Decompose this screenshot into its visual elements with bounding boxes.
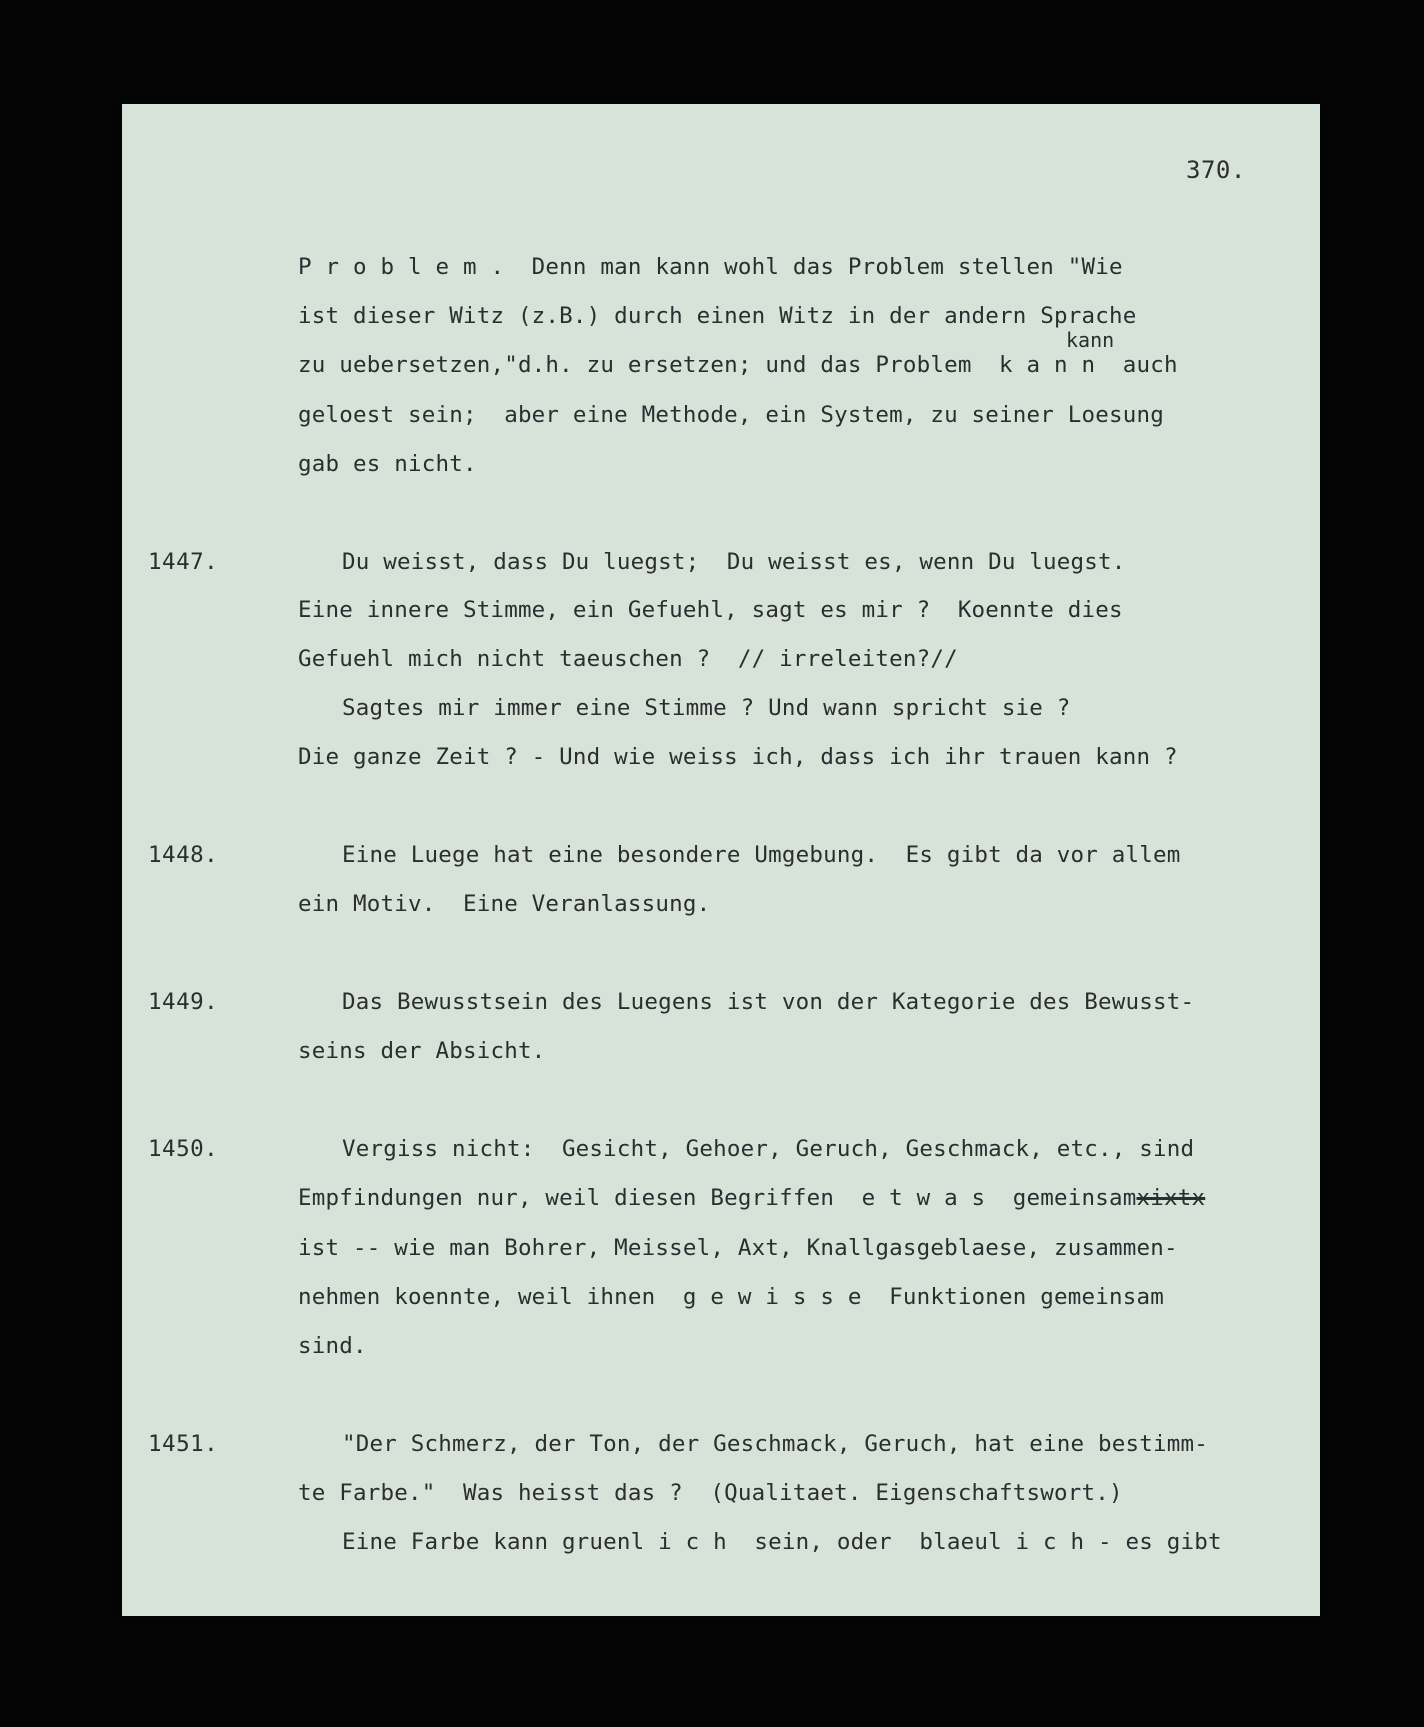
remark-number: 1451. (148, 1431, 219, 1457)
remark-number: 1450. (148, 1136, 219, 1162)
text-span: Empfindungen nur, weil diesen Begriffen e t w a s gemeinsam (298, 1185, 1137, 1211)
text-line: Sagtes mir immer eine Stimme ? Und wann spricht sie ? (342, 695, 1071, 721)
text-line: ein Motiv. Eine Veranlassung. (298, 891, 711, 917)
text-line: ist -- wie man Bohrer, Meissel, Axt, Knallgasgeblaese, zusammen- (298, 1235, 1178, 1261)
text-line: ist dieser Witz (z.B.) durch einen Witz in der andern Sprache (298, 303, 1137, 329)
page-number: 370. (1186, 156, 1246, 184)
text-line: "Der Schmerz, der Ton, der Geschmack, Geruch, hat eine bestimm- (342, 1431, 1209, 1457)
text-line: nehmen koennte, weil ihnen g e w i s s e Funktionen gemeinsam (298, 1284, 1165, 1310)
text-line: Das Bewusstsein des Luegens ist von der Kategorie des Bewusst- (342, 989, 1195, 1015)
text-line: Die ganze Zeit ? - Und wie weiss ich, dass ich ihr trauen kann ? (298, 744, 1178, 770)
text-line: Eine Farbe kann gruenl i c h sein, oder blaeul i c h - es gibt (342, 1529, 1222, 1555)
text-line (298, 1185, 1205, 1211)
remark-number: 1449. (148, 989, 219, 1015)
text-line: zu uebersetzen,"d.h. zu ersetzen; und das Problem k a n n auch (298, 352, 1178, 378)
typescript-page (122, 104, 1320, 1616)
text-line: gab es nicht. (298, 451, 477, 477)
text-line: Eine Luege hat eine besondere Umgebung. Es gibt da vor allem (342, 842, 1181, 868)
text-line: P r o b l e m . Denn man kann wohl das Problem stellen "Wie (298, 254, 1123, 280)
text-line: Gefuehl mich nicht taeuschen ? // irreleiten?// (298, 646, 958, 672)
text-line: seins der Absicht. (298, 1038, 546, 1064)
struck-out-text: xixtx (1136, 1185, 1206, 1211)
remark-number: 1448. (148, 842, 219, 868)
text-line: Vergiss nicht: Gesicht, Gehoer, Geruch, Geschmack, etc., sind (342, 1136, 1195, 1162)
text-line: Du weisst, dass Du luegst; Du weisst es, wenn Du luegst. (342, 549, 1126, 575)
remark-number: 1447. (148, 549, 219, 575)
handwritten-insertion: kann (1066, 328, 1115, 352)
text-line: te Farbe." Was heisst das ? (Qualitaet. Eigenschaftswort.) (298, 1480, 1123, 1506)
text-line: geloest sein; aber eine Methode, ein System, zu seiner Loesung (298, 402, 1165, 428)
text-line: sind. (298, 1333, 367, 1359)
text-line: Eine innere Stimme, ein Gefuehl, sagt es mir ? Koennte dies (298, 597, 1123, 623)
